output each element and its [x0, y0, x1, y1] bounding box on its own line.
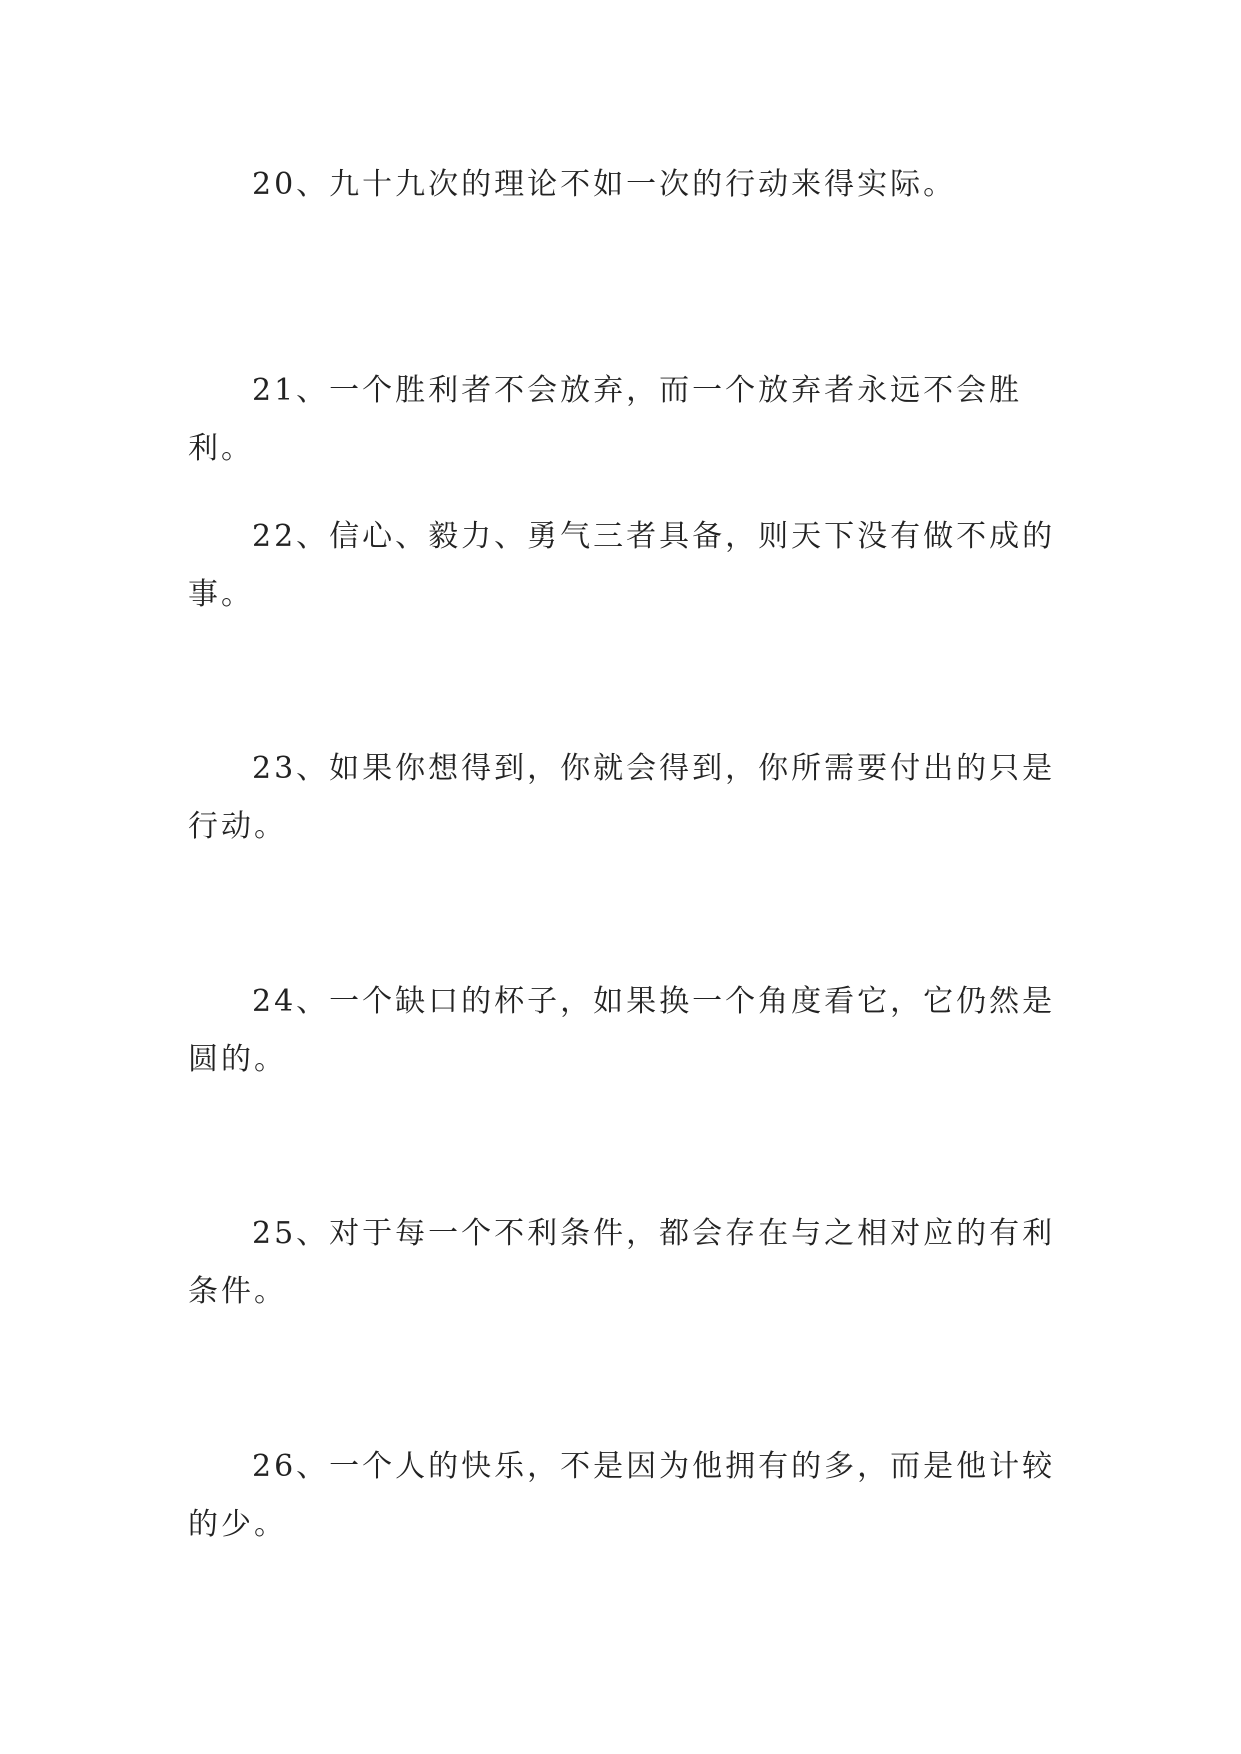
- quote-paragraph-25: 25、对于每一个不利条件，都会存在与之相对应的有利条件。: [188, 1216, 1056, 1309]
- quote-paragraph-20: 20、九十九次的理论不如一次的行动来得实际。: [252, 167, 957, 202]
- quote-paragraph-22: 22、信心、毅力、勇气三者具备，则天下没有做不成的事。: [188, 519, 1056, 612]
- quote-paragraph-26: 26、一个人的快乐，不是因为他拥有的多，而是他计较的少。: [188, 1449, 1056, 1542]
- quote-paragraph-24: 24、一个缺口的杯子，如果换一个角度看它，它仍然是圆的。: [188, 984, 1056, 1077]
- quote-paragraph-23: 23、如果你想得到，你就会得到，你所需要付出的只是行动。: [188, 751, 1056, 844]
- quote-paragraph-21: 21、一个胜利者不会放弃，而一个放弃者永远不会胜利。: [188, 373, 1023, 466]
